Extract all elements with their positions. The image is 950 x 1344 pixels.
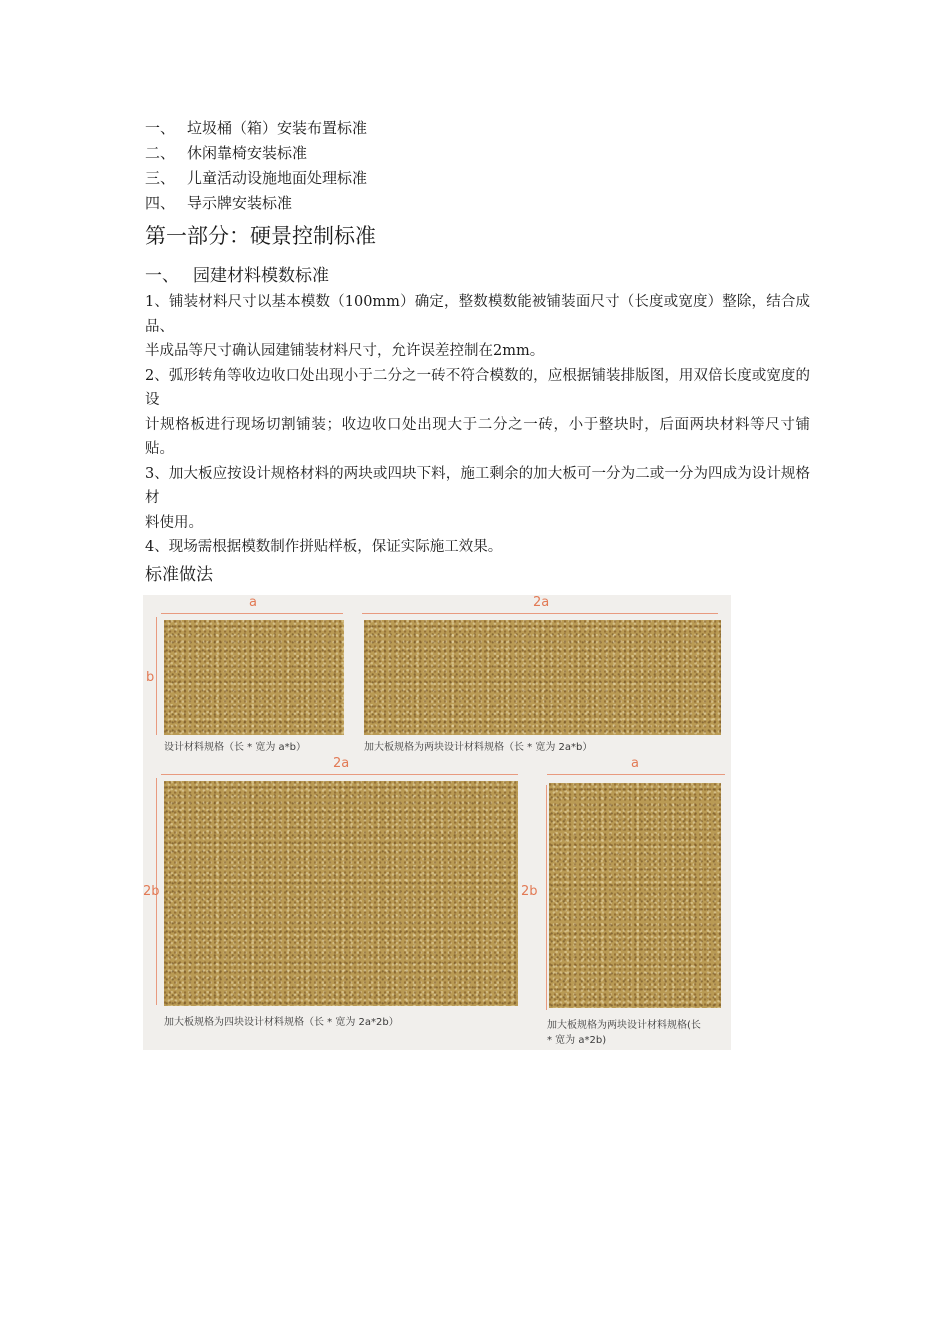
- module-size-figure: [143, 595, 731, 1050]
- height-label: b: [146, 670, 155, 685]
- panel-caption: * 宽为 a*2b): [547, 1035, 607, 1046]
- stone-panel: [549, 783, 721, 1008]
- paragraph-line: 3、加大板应按设计规格材料的两块或四块下料，施工剩余的加大板可一分为二或一分为四成为设计规格材: [145, 465, 810, 506]
- stone-panel: [164, 781, 518, 1006]
- section-heading: [145, 263, 329, 289]
- paragraph-line: 4、现场需根据模数制作拼贴样板，保证实际施工效果。: [145, 539, 503, 555]
- dimension-line: [161, 774, 518, 775]
- toc-item-label: 垃圾桶（箱）安装布置标准: [187, 119, 368, 137]
- toc-item-label: 导示牌安装标准: [187, 194, 293, 212]
- paragraph: [145, 535, 810, 560]
- toc-item-label: 休闲靠椅安装标准: [187, 144, 308, 162]
- panel-caption: 设计材料规格（长 * 宽为 a*b）: [164, 742, 307, 753]
- toc-item: 四、 导示牌安装标准: [145, 194, 293, 212]
- toc-item: 一、 垃圾桶（箱）安装布置标准: [145, 119, 368, 137]
- dimension-line: [362, 613, 718, 614]
- width-label: 2a: [333, 756, 350, 771]
- paragraph-line: 1、铺装材料尺寸以基本模数（100mm）确定，整数模数能被铺装面尺寸（长度或宽度）整除，结合成品、: [145, 294, 810, 335]
- width-label: a: [631, 756, 639, 771]
- dimension-line: [547, 774, 725, 775]
- dimension-line: [161, 613, 343, 614]
- part-title: 第一部分：硬景控制标准: [145, 224, 376, 248]
- paragraph: [145, 290, 810, 364]
- panel-caption: 加大板规格为两块设计材料规格（长 * 宽为 2a*b）: [364, 742, 593, 753]
- width-label: 2a: [533, 595, 550, 610]
- dimension-line: [546, 785, 547, 1010]
- panel-caption: 加大板规格为四块设计材料规格（长 * 宽为 2a*2b）: [164, 1017, 399, 1028]
- paragraph-line: 半成品等尺寸确认园建铺装材料尺寸，允许误差控制在2mm。: [145, 343, 545, 359]
- paragraph: [145, 462, 810, 536]
- paragraph: [145, 364, 810, 462]
- toc-item-label: 儿童活动设施地面处理标准: [187, 169, 368, 187]
- paragraph-line: 2、弧形转角等收边收口处出现小于二分之一砖不符合模数的，应根据铺装排版图，用双倍长度或宽度的设: [145, 367, 810, 408]
- stone-panel: [164, 620, 344, 735]
- dimension-line: [156, 617, 157, 735]
- height-label: 2b: [143, 884, 160, 899]
- width-label: a: [249, 595, 257, 610]
- paragraph-line: 料使用。: [145, 514, 203, 531]
- table-of-contents: [145, 116, 367, 216]
- section-title: 园建材料模数标准: [193, 266, 329, 286]
- height-label: 2b: [521, 884, 538, 899]
- toc-item: 三、 儿童活动设施地面处理标准: [145, 169, 368, 187]
- paragraph-line: 计规格板进行现场切割铺装；收边收口处出现大于二分之一砖，小于整块时，后面两块材料等尺寸铺贴。: [145, 416, 810, 457]
- toc-item: 二、 休闲靠椅安装标准: [145, 144, 308, 162]
- panel-caption: 加大板规格为两块设计材料规格(长: [547, 1020, 701, 1031]
- stone-panel: [364, 620, 721, 735]
- section-number: 一、: [145, 266, 179, 286]
- body-text: [145, 290, 810, 560]
- subheading: 标准做法: [145, 565, 213, 585]
